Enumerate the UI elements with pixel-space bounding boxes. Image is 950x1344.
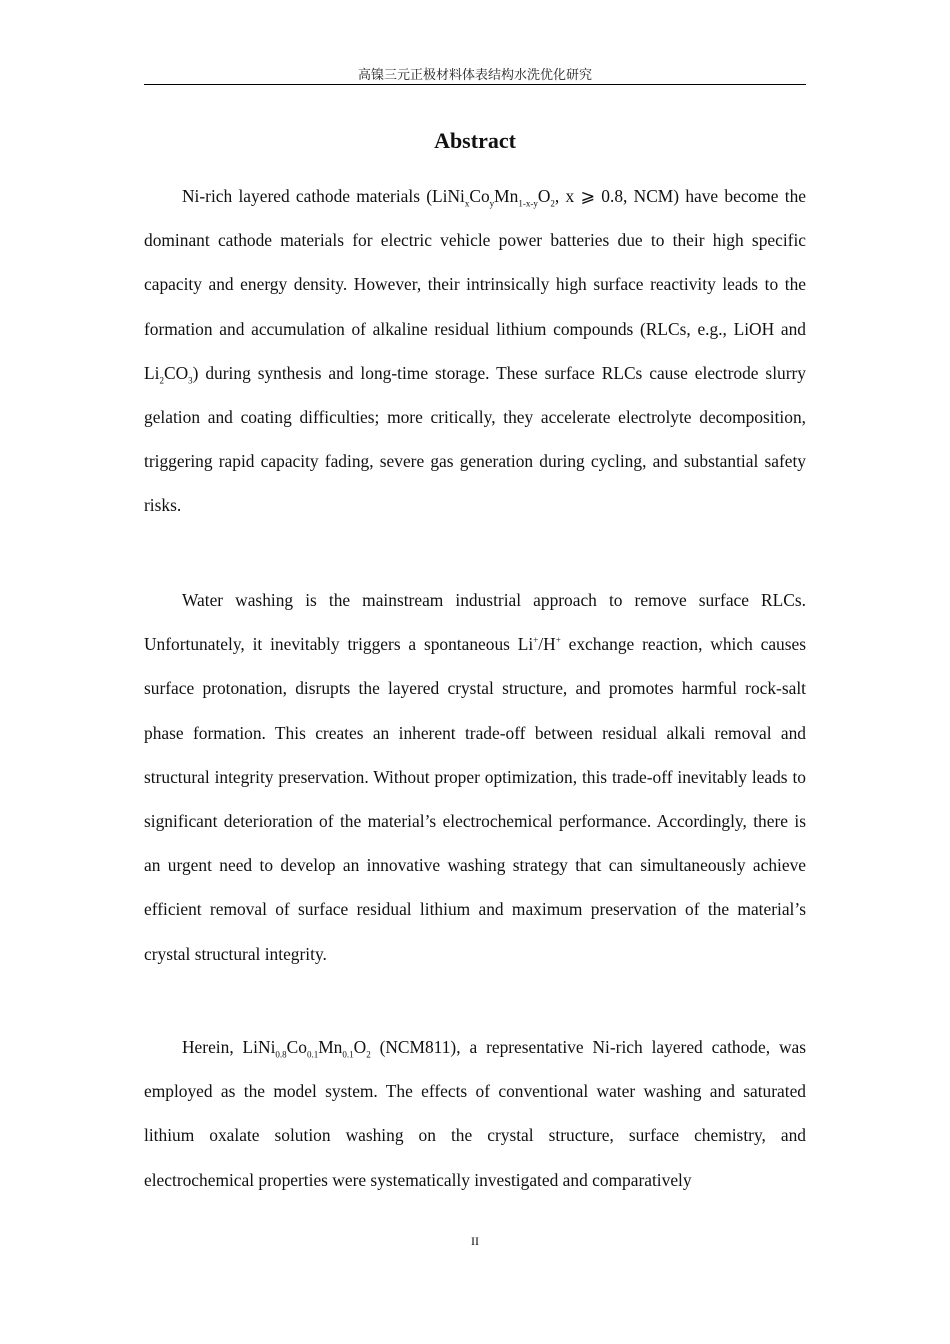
abstract-paragraph-1: Ni-rich layered cathode materials ($LiNi_xCo_yMn_{1-x-y}O_2$, x ⩾ 0.8, NCM) have become the dominant cathode materials for electric vehicle power batteries due to their high specific capacity and energy density. However, their intrinsically high surface reactivity leads to the formation and accumulation of alkaline residual lithium compounds (RLCs, e.g., LiOH and $Li_2CO_3$) during synthesis and long-time storage. These surface RLCs cause electrode slurry gelation and coating difficulties; more critically, they accelerate electrolyte decomposition, triggering rapid capacity fading, severe gas generation during cycling, and substantial safety risks.	[144, 186, 806, 516]
abstract-title: Abstract	[434, 128, 516, 153]
abstract-paragraph-3: Herein, $LiNi_{0.8}Co_{0.1}Mn_{0.1}O_2$ (NCM811), a representative Ni-rich layered cathode, was employed as the model system. The effects of conventional water washing and saturated lithium oxalate solution washing on the crystal structure, surface chemistry, and electrochemical properties were systematically investigated and comparatively	[144, 1037, 806, 1190]
running-header: 高镍三元正极材料体表结构水洗优化研究	[357, 68, 592, 83]
page-number: II	[471, 1234, 479, 1248]
abstract-paragraph-2: Water washing is the mainstream industrial approach to remove surface RLCs. Unfortunately, it inevitably triggers a spontaneous Li+/H+ exchange reaction, which causes surface protonation, disrupts the layered crystal structure, and promotes harmful rock-salt phase formation. This creates an inherent trade-off between residual alkali removal and structural integrity preservation. Without proper optimization, this trade-off inevitably leads to significant deterioration of the material’s electrochemical performance. Accordingly, there is an urgent need to develop an innovative washing strategy that can simultaneously achieve efficient removal of surface residual lithium and maximum preservation of the material’s crystal structural integrity.	[144, 590, 806, 964]
header-rule	[144, 84, 806, 85]
